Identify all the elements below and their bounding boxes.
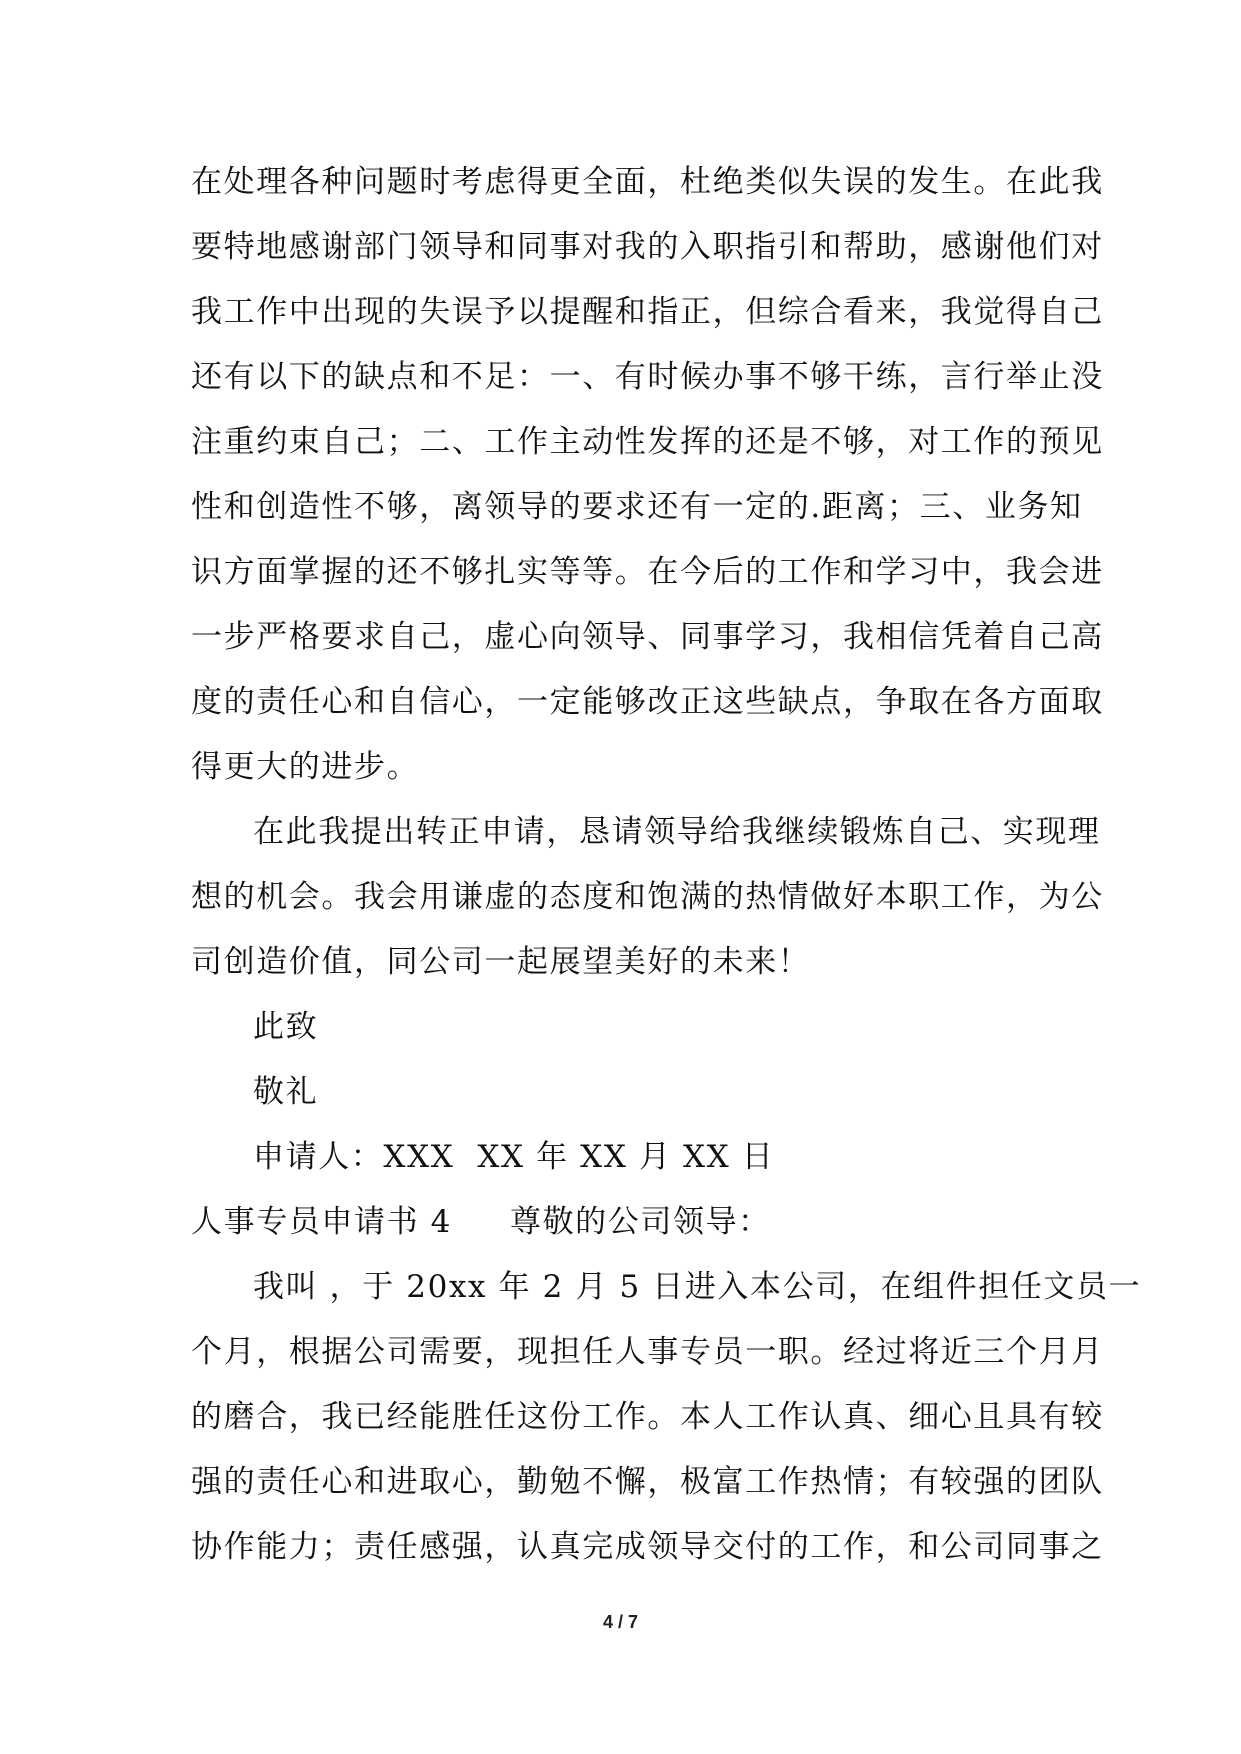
paragraph-line: 协作能力；责任感强，认真完成领导交付的工作，和公司同事之: [191, 1529, 1104, 1565]
page-number: 4 / 7: [602, 1612, 639, 1632]
paragraph-line: 强的责任心和进取心，勤勉不懈，极富工作热情；有较强的团队: [191, 1464, 1104, 1500]
paragraph-line: 我叫 ，于 20xx 年 2 月 5 日进入本公司，在组件担任文员一: [253, 1269, 1142, 1305]
closing-regards: 敬礼: [253, 1074, 319, 1110]
paragraph-line: 想的机会。我会用谦虚的态度和饱满的热情做好本职工作，为公: [191, 879, 1104, 915]
paragraph-line: 注重约束自己；二、工作主动性发挥的还是不够，对工作的预见: [191, 424, 1104, 460]
closing-salutation: 此致: [253, 1009, 319, 1045]
paragraph-line: 得更大的进步。: [191, 749, 420, 785]
paragraph-line: 在处理各种问题时考虑得更全面，杜绝类似失误的发生。在此我: [191, 164, 1104, 200]
paragraph-line: 个月，根据公司需要，现担任人事专员一职。经过将近三个月月: [191, 1334, 1104, 1370]
paragraph-line: 性和创造性不够，离领导的要求还有一定的.距离；三、业务知: [191, 489, 1083, 525]
section-greeting: 尊敬的公司领导：: [509, 1204, 771, 1240]
paragraph-line: 的磨合，我已经能胜任这份工作。本人工作认真、细心且具有较: [191, 1399, 1104, 1435]
paragraph-line: 我工作中出现的失误予以提醒和指正，但综合看来，我觉得自己: [191, 294, 1104, 330]
section-heading: [191, 1190, 1061, 1255]
paragraph-line: 在此我提出转正申请，恳请领导给我继续锻炼自己、实现理: [253, 814, 1101, 850]
paragraph-line: 度的责任心和自信心，一定能够改正这些缺点，争取在各方面取: [191, 684, 1104, 720]
signature-line: 申请人：XXX XX 年 XX 月 XX 日: [253, 1139, 775, 1175]
paragraph-line: 要特地感谢部门领导和同事对我的入职指引和帮助，感谢他们对: [191, 229, 1104, 265]
document-body: [191, 150, 1142, 1580]
section-title: 人事专员申请书 4: [191, 1204, 452, 1240]
paragraph-line: 一步严格要求自己，虚心向领导、同事学习，我相信凭着自己高: [191, 619, 1104, 655]
paragraph-line: 识方面掌握的还不够扎实等等。在今后的工作和学习中，我会进: [191, 554, 1104, 590]
paragraph-line: 司创造价值，同公司一起展望美好的未来！: [191, 944, 811, 980]
paragraph-line: 还有以下的缺点和不足：一、有时候办事不够干练，言行举止没: [191, 359, 1104, 395]
